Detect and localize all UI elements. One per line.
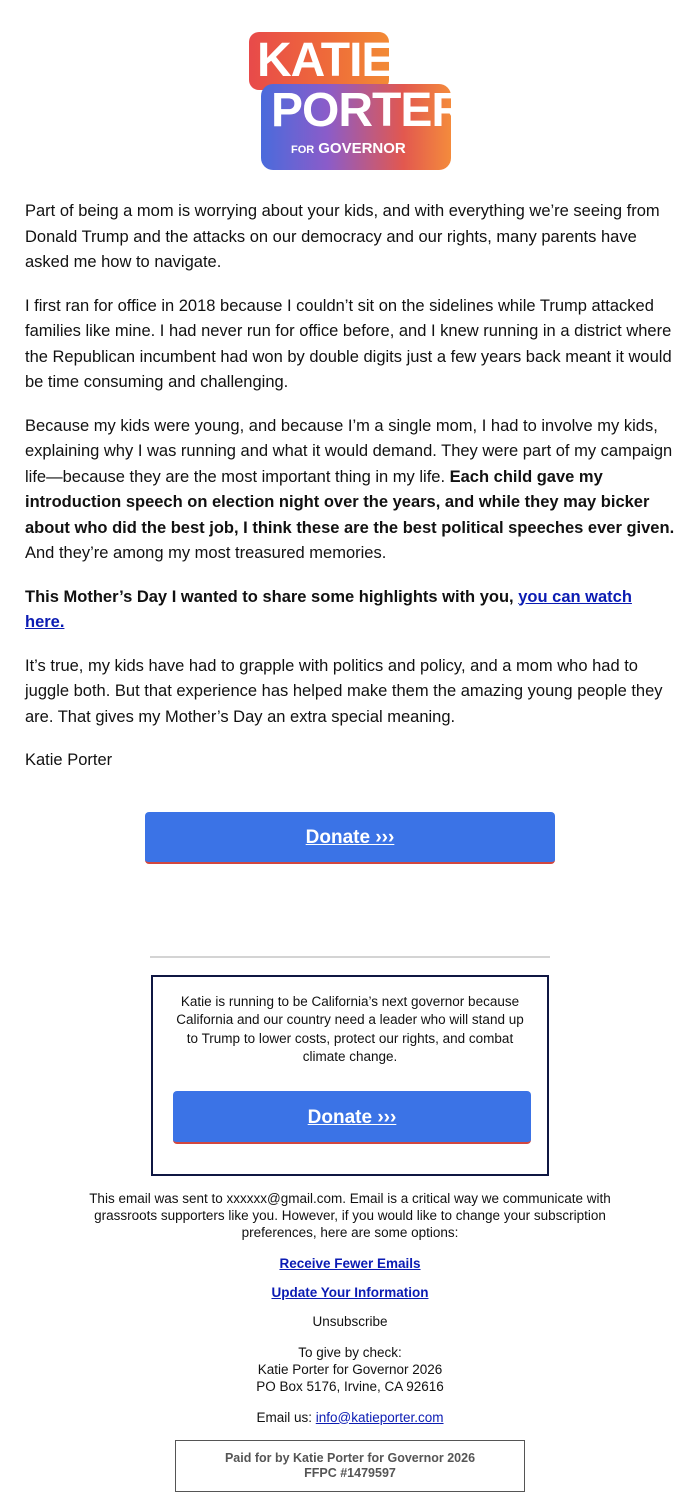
paragraph-3-end: And they’re among my most treasured memories.: [25, 544, 387, 562]
email-body: [0, 199, 700, 774]
email-link[interactable]: info@katieporter.com: [315, 1409, 444, 1425]
paragraph-4: [25, 585, 675, 636]
subscription-notice: This email was sent to xxxxxx@gmail.com. Email is a critical way we communicate with grassroots supporters like you. However, if you would like to change your subscription preferences, here are some options:: [89, 1190, 611, 1240]
check-line-3: PO Box 5176, Irvine, CA 92616: [256, 1378, 444, 1394]
receive-fewer-emails-link[interactable]: Receive Fewer Emails: [279, 1255, 421, 1271]
about-box: [151, 975, 549, 1176]
paragraph-3-bold: Each child gave my introduction speech on election night over the years, and while they may bicker about who did the best job, I think these are the best political speeches ever given.: [25, 467, 675, 537]
divider: [150, 956, 550, 958]
logo-office: GOVERNOR: [318, 140, 406, 157]
header: [0, 0, 700, 190]
paragraph-3: [25, 414, 675, 567]
email-contact: [0, 1409, 700, 1426]
watch-here-link[interactable]: you can watch here.: [25, 587, 632, 631]
about-text: Katie is running to be California’s next governor because California and our country need a leader who will stand up to Trump to lower costs, protect our rights, and combat climate change.: [176, 993, 524, 1064]
update-information-link[interactable]: Update Your Information: [271, 1284, 429, 1300]
logo-for: FOR: [291, 144, 315, 156]
paragraph-3-start: Because my kids were young, and because I’m a single mom, I had to involve my kids, explaining why I was running and what it would demand. They were part of my campaign life—because they are the most important thing in my life.: [25, 416, 673, 486]
paid-for-disclaimer: [175, 1440, 525, 1492]
footer: [0, 1176, 700, 1492]
logo-tagline: [291, 140, 406, 157]
donate-button[interactable]: Donate ›››: [145, 812, 555, 864]
paragraph-2: I first ran for office in 2018 because I couldn’t sit on the sidelines while Trump attacked families like mine. I had never run for office before, and I knew running in a district where the Republican incumbent had won by double digits just a few years back meant it would be time consuming and challenging.: [25, 296, 672, 391]
paid-line-1: Paid for by Katie Porter for Governor 2026: [224, 1450, 476, 1465]
paragraph-4-bold: This Mother’s Day I wanted to share some highlights with you,: [25, 587, 519, 606]
check-line-2: Katie Porter for Governor 2026: [257, 1361, 443, 1377]
signature: Katie Porter: [25, 751, 113, 769]
logo-line-1: KATIE: [257, 34, 393, 87]
donate-button-box[interactable]: Donate ›››: [173, 1091, 531, 1144]
logo-line-2: PORTER: [271, 84, 466, 137]
email-label: Email us:: [256, 1409, 316, 1425]
paragraph-1: Part of being a mom is worrying about your kids, and with everything we’re seeing from Donald Trump and the attacks on our democracy and our rights, many parents have asked me how to navigate.: [25, 202, 660, 271]
paid-line-2: FFPC #1479597: [304, 1465, 396, 1480]
campaign-logo: [249, 32, 466, 172]
check-line-1: To give by check:: [298, 1344, 402, 1360]
paragraph-5: It’s true, my kids have had to grapple with politics and policy, and a mom who had to juggle both. But that experience has helped make them the amazing young people they are. That gives my Mother’s Day an extra special meaning.: [25, 656, 663, 726]
unsubscribe-link[interactable]: Unsubscribe: [312, 1313, 388, 1329]
